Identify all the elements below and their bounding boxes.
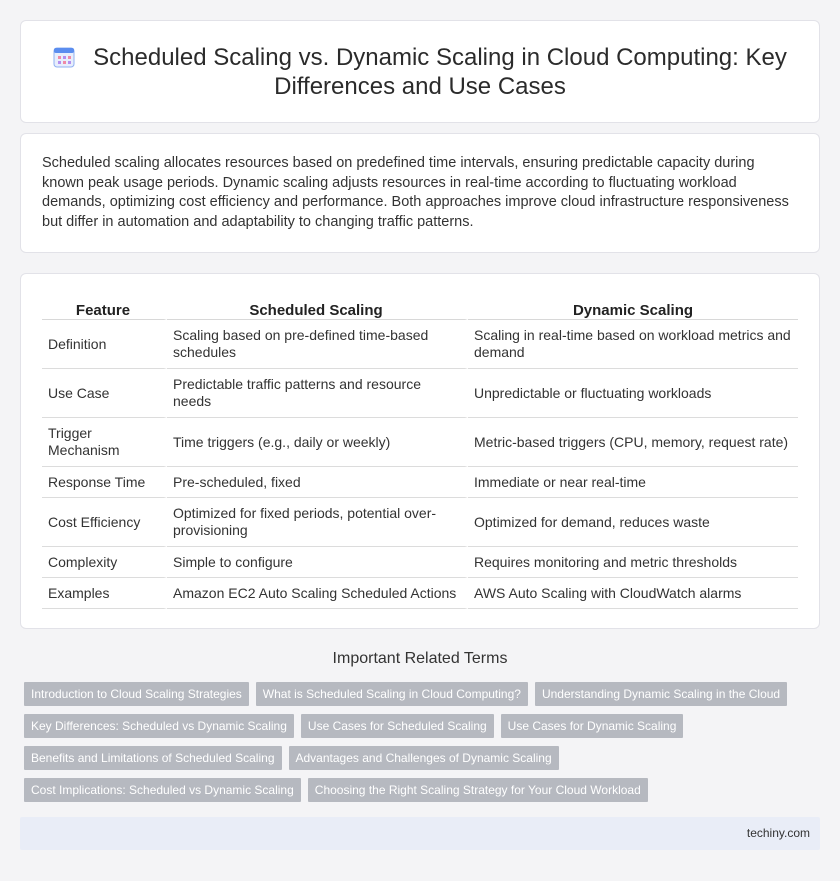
related-term-tag[interactable]: Use Cases for Dynamic Scaling bbox=[501, 714, 684, 738]
comparison-card bbox=[20, 273, 820, 629]
table-header-row bbox=[42, 296, 798, 320]
cell-feature: Complexity bbox=[42, 547, 167, 578]
cell-scheduled: Time triggers (e.g., daily or weekly) bbox=[167, 418, 468, 467]
cell-dynamic: Unpredictable or fluctuating workloads bbox=[468, 369, 798, 418]
cell-dynamic: Requires monitoring and metric thresholds bbox=[468, 547, 798, 578]
comparison-table bbox=[42, 296, 798, 609]
cell-scheduled: Simple to configure bbox=[167, 547, 468, 578]
page-title: Scheduled Scaling vs. Dynamic Scaling in Cloud Computing: Key Differences and Use Cases bbox=[93, 44, 787, 100]
table-row bbox=[42, 369, 798, 418]
cell-scheduled: Scaling based on pre-defined time-based schedules bbox=[167, 320, 468, 369]
cell-scheduled: Predictable traffic patterns and resource needs bbox=[167, 369, 468, 418]
table-row bbox=[42, 498, 798, 547]
intro-paragraph: Scheduled scaling allocates resources based on predefined time intervals, ensuring predictable capacity during known peak usage periods. Dynamic scaling adjusts resources in real-time according to fluctuating workload demands, optimizing cost efficiency and performance. Both approaches improve cloud infrastructure responsiveness but differ in automation and adaptability to changing traffic patterns. bbox=[42, 155, 789, 230]
cell-dynamic: Immediate or near real-time bbox=[468, 467, 798, 498]
calendar-icon bbox=[53, 46, 75, 68]
cell-feature: Trigger Mechanism bbox=[42, 418, 167, 467]
related-term-tag[interactable]: Use Cases for Scheduled Scaling bbox=[301, 714, 494, 738]
related-term-tag[interactable]: Key Differences: Scheduled vs Dynamic Scaling bbox=[24, 714, 294, 738]
related-terms-heading: Important Related Terms bbox=[332, 650, 508, 667]
related-term-tag[interactable]: Benefits and Limitations of Scheduled Scaling bbox=[24, 746, 282, 770]
table-row bbox=[42, 547, 798, 578]
related-term-tag[interactable]: Understanding Dynamic Scaling in the Cloud bbox=[535, 682, 787, 706]
intro-card bbox=[20, 133, 820, 253]
cell-dynamic: Metric-based triggers (CPU, memory, request rate) bbox=[468, 418, 798, 467]
related-term-tag[interactable]: Introduction to Cloud Scaling Strategies bbox=[24, 682, 249, 706]
tag-row bbox=[24, 682, 804, 706]
cell-dynamic: Optimized for demand, reduces waste bbox=[468, 498, 798, 547]
related-term-tag[interactable]: Cost Implications: Scheduled vs Dynamic Scaling bbox=[24, 778, 301, 802]
cell-feature: Examples bbox=[42, 578, 167, 609]
related-terms-list bbox=[24, 682, 804, 810]
header-feature: Feature bbox=[42, 296, 167, 320]
table-row bbox=[42, 320, 798, 369]
header-scheduled-scaling: Scheduled Scaling bbox=[167, 296, 468, 320]
table-row bbox=[42, 418, 798, 467]
footer bbox=[20, 817, 820, 850]
related-term-tag[interactable]: Choosing the Right Scaling Strategy for Your Cloud Workload bbox=[308, 778, 648, 802]
table-row bbox=[42, 578, 798, 609]
tag-row bbox=[24, 714, 804, 738]
cell-feature: Cost Efficiency bbox=[42, 498, 167, 547]
title-card bbox=[20, 20, 820, 123]
page-title-wrap bbox=[53, 43, 787, 101]
related-term-tag[interactable]: Advantages and Challenges of Dynamic Scaling bbox=[289, 746, 559, 770]
tag-row bbox=[24, 746, 804, 770]
cell-scheduled: Optimized for fixed periods, potential over-provisioning bbox=[167, 498, 468, 547]
cell-scheduled: Amazon EC2 Auto Scaling Scheduled Actions bbox=[167, 578, 468, 609]
header-dynamic-scaling: Dynamic Scaling bbox=[468, 296, 798, 320]
cell-feature: Response Time bbox=[42, 467, 167, 498]
cell-scheduled: Pre-scheduled, fixed bbox=[167, 467, 468, 498]
tag-row bbox=[24, 778, 804, 802]
footer-brand-link[interactable]: techiny.com bbox=[746, 826, 810, 840]
cell-dynamic: Scaling in real-time based on workload metrics and demand bbox=[468, 320, 798, 369]
table-row bbox=[42, 467, 798, 498]
cell-feature: Use Case bbox=[42, 369, 167, 418]
cell-dynamic: AWS Auto Scaling with CloudWatch alarms bbox=[468, 578, 798, 609]
related-term-tag[interactable]: What is Scheduled Scaling in Cloud Computing? bbox=[256, 682, 528, 706]
cell-feature: Definition bbox=[42, 320, 167, 369]
